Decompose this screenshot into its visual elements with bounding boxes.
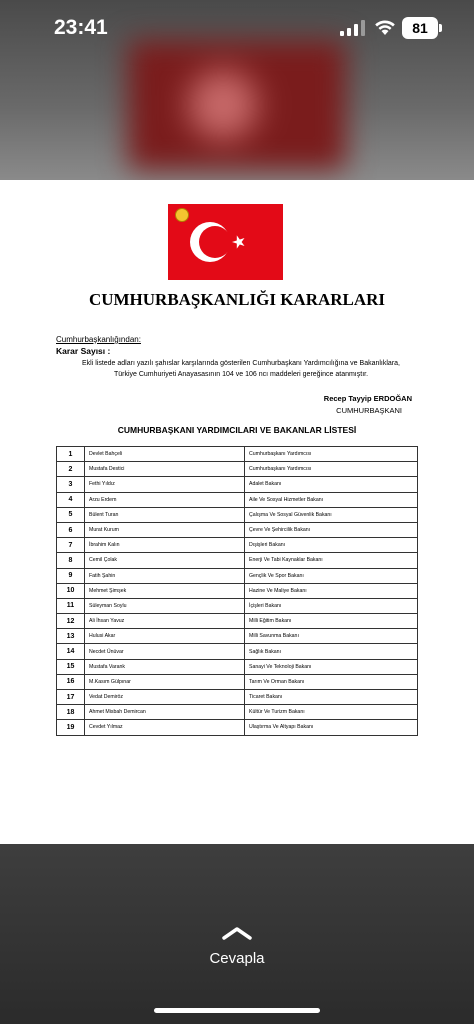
row-name: Mustafa Destici	[85, 462, 245, 477]
row-name: Hulusi Akar	[85, 629, 245, 644]
reply-button[interactable]: Cevapla	[209, 950, 265, 967]
row-office: Sağlık Bakanı	[245, 644, 418, 659]
row-name: Mehmet Şimşek	[85, 583, 245, 598]
status-bar	[0, 0, 474, 58]
row-number: 17	[57, 690, 85, 705]
decree-text	[56, 358, 426, 380]
row-office: Çalışma Ve Sosyal Güvenlik Bakanı	[245, 507, 418, 522]
table-row	[57, 492, 418, 507]
table-row	[57, 447, 418, 462]
row-office: Cumhurbaşkanı Yardımcısı	[245, 447, 418, 462]
ministers-table	[56, 446, 418, 736]
row-name: Necdet Ünüvar	[85, 644, 245, 659]
table-row	[57, 629, 418, 644]
row-office: Tarım Ve Orman Bakanı	[245, 674, 418, 689]
row-name: Ali İhsan Yavuz	[85, 614, 245, 629]
table-row	[57, 598, 418, 613]
row-number: 10	[57, 583, 85, 598]
row-office: Cumhurbaşkanı Yardımcısı	[245, 462, 418, 477]
row-number: 15	[57, 659, 85, 674]
decree-number-label: Karar Sayısı :	[56, 346, 111, 356]
battery-icon: 81	[402, 17, 438, 39]
row-name: Murat Kurum	[85, 522, 245, 537]
row-office: Aile Ve Sosyal Hizmetler Bakanı	[245, 492, 418, 507]
row-office: Çevre Ve Şehircilik Bakanı	[245, 522, 418, 537]
issuer-label: Cumhurbaşkanlığından:	[56, 335, 141, 344]
reply-bar	[0, 844, 474, 1024]
row-office: Dışişleri Bakanı	[245, 538, 418, 553]
row-number: 18	[57, 705, 85, 720]
table-row	[57, 522, 418, 537]
table-row	[57, 553, 418, 568]
row-office: Sanayi Ve Teknoloji Bakanı	[245, 659, 418, 674]
row-name: Cemil Çolak	[85, 553, 245, 568]
row-office: İçişleri Bakanı	[245, 598, 418, 613]
row-number: 4	[57, 492, 85, 507]
row-name: Arzu Erdem	[85, 492, 245, 507]
table-row	[57, 507, 418, 522]
document-page	[0, 180, 474, 844]
row-office: Enerji Ve Tabi Kaynaklar Bakanı	[245, 553, 418, 568]
blurred-flag	[128, 40, 346, 170]
home-indicator[interactable]	[154, 1008, 320, 1013]
row-name: Devlet Bahçeli	[85, 447, 245, 462]
row-office: Ticaret Bakanı	[245, 690, 418, 705]
row-number: 2	[57, 462, 85, 477]
row-name: Fatih Şahin	[85, 568, 245, 583]
table-row	[57, 538, 418, 553]
table-row	[57, 705, 418, 720]
row-number: 6	[57, 522, 85, 537]
row-number: 12	[57, 614, 85, 629]
signer-title: CUMHURBAŞKANI	[336, 406, 402, 415]
table-row	[57, 568, 418, 583]
table-row	[57, 583, 418, 598]
table-row	[57, 690, 418, 705]
table-row	[57, 720, 418, 735]
decree-text-line: Türkiye Cumhuriyeti Anayasasının 104 ve 106 ncı maddeleri gereğince atanmıştır.	[113, 371, 369, 378]
status-time: 23:41	[54, 16, 108, 39]
row-name: Ahmet Misbah Demircan	[85, 705, 245, 720]
row-number: 16	[57, 674, 85, 689]
table-row	[57, 477, 418, 492]
row-name: Mustafa Varank	[85, 659, 245, 674]
row-number: 5	[57, 507, 85, 522]
table-row	[57, 644, 418, 659]
row-name: İbrahim Kalın	[85, 538, 245, 553]
cellular-signal-icon	[340, 20, 366, 36]
signer-name: Recep Tayyip ERDOĞAN	[323, 394, 412, 403]
turkish-flag-icon	[168, 204, 283, 280]
row-office: Milli Eğitim Bakanı	[245, 614, 418, 629]
row-office: Ulaştırma Ve Altyapı Bakanı	[245, 720, 418, 735]
row-number: 14	[57, 644, 85, 659]
row-office: Adalet Bakanı	[245, 477, 418, 492]
row-number: 7	[57, 538, 85, 553]
row-number: 9	[57, 568, 85, 583]
row-number: 3	[57, 477, 85, 492]
chevron-up-icon[interactable]	[221, 926, 253, 940]
row-number: 1	[57, 447, 85, 462]
row-number: 11	[57, 598, 85, 613]
document-title: CUMHURBAŞKANLIĞI KARARLARI	[88, 290, 386, 309]
row-number: 13	[57, 629, 85, 644]
row-name: Vedat Demiröz	[85, 690, 245, 705]
decree-text-line: Ekli listede adları yazılı şahıslar karşılarında gösterilen Cumhurbaşkanı Yardımcılığına ve Bakanlıklara,	[81, 360, 400, 367]
row-office: Kültür Ve Turizm Bakanı	[245, 705, 418, 720]
row-name: Fethi Yıldız	[85, 477, 245, 492]
row-office: Gençlik Ve Spor Bakanı	[245, 568, 418, 583]
row-number: 8	[57, 553, 85, 568]
table-row	[57, 674, 418, 689]
row-number: 19	[57, 720, 85, 735]
table-row	[57, 462, 418, 477]
row-office: Hazine Ve Maliye Bakanı	[245, 583, 418, 598]
table-row	[57, 614, 418, 629]
row-name: Süleyman Soylu	[85, 598, 245, 613]
list-title: CUMHURBAŞKANI YARDIMCILARI VE BAKANLAR LİSTESİ	[117, 425, 357, 435]
row-office: Milli Savunma Bakanı	[245, 629, 418, 644]
wifi-icon	[374, 18, 396, 36]
row-name: Cevdet Yılmaz	[85, 720, 245, 735]
table-row	[57, 659, 418, 674]
row-name: M.Kasım Gülpınar	[85, 674, 245, 689]
row-name: Bülent Turan	[85, 507, 245, 522]
